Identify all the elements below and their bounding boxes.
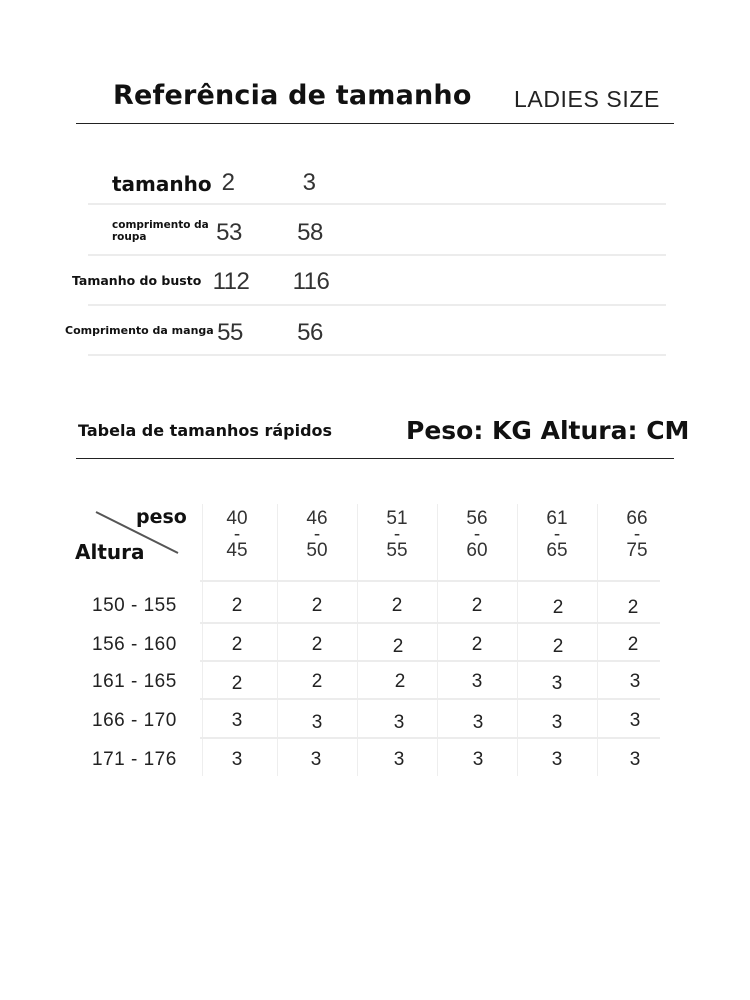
weight-range-dash: - [233, 524, 241, 545]
size-cell: 3 [311, 712, 323, 733]
size-cell: 3 [231, 710, 243, 731]
size-cell: 2 [311, 671, 323, 692]
measurement-value: 112 [212, 268, 250, 295]
page-subtitle: LADIES SIZE [514, 86, 660, 112]
row-divider [88, 354, 666, 356]
size-cell: 3 [310, 749, 322, 770]
size-cell: 3 [629, 671, 641, 692]
weight-high: 75 [626, 540, 648, 561]
column-divider [517, 504, 518, 776]
header-divider [76, 123, 674, 124]
column-divider [357, 504, 358, 776]
size-cell: 2 [231, 595, 243, 616]
row-divider [200, 737, 660, 739]
page-title: Referência de tamanho [113, 80, 472, 111]
weight-range-dash: - [313, 524, 321, 545]
size-cell: 2 [394, 671, 406, 692]
size-cell: 2 [552, 636, 564, 657]
size-cell: 3 [472, 749, 484, 770]
measurement-label: comprimento da roupa [112, 219, 209, 243]
size-cell: 2 [231, 634, 243, 655]
size-cell: 3 [472, 712, 484, 733]
row-divider [88, 304, 666, 306]
weight-low: 61 [546, 508, 568, 529]
weight-range-dash: - [633, 524, 641, 545]
weight-low: 66 [626, 508, 648, 529]
weight-high: 60 [466, 540, 488, 561]
column-divider [597, 504, 598, 776]
weight-high: 65 [546, 540, 568, 561]
weight-low: 46 [306, 508, 328, 529]
weight-high: 45 [226, 540, 248, 561]
height-range-label: 166 - 170 [92, 710, 177, 731]
size-cell: 3 [629, 749, 641, 770]
size-cell: 3 [393, 749, 405, 770]
row-divider [200, 580, 660, 582]
row-divider [200, 622, 660, 624]
row-divider [200, 698, 660, 700]
size-cell: 3 [629, 710, 641, 731]
row-divider [200, 660, 660, 662]
weight-high: 55 [386, 540, 408, 561]
measurement-value: 56 [297, 319, 323, 346]
weight-column-header [287, 508, 347, 562]
size-cell: 2 [627, 597, 639, 618]
measurement-label: Tamanho do busto [72, 273, 202, 288]
weight-range-dash: - [553, 524, 561, 545]
size-cell: 2 [311, 595, 323, 616]
size-cell: 3 [393, 712, 405, 733]
size-cell: 2 [391, 595, 403, 616]
measurement-value: 58 [297, 219, 323, 246]
weight-low: 51 [386, 508, 408, 529]
size-cell: 3 [551, 673, 563, 694]
size-cell: 2 [552, 597, 564, 618]
size-cell: 3 [231, 749, 243, 770]
row-divider [88, 203, 666, 205]
weight-column-header [207, 508, 267, 562]
quick-table-divider [76, 458, 674, 459]
size-cell: 2 [471, 634, 483, 655]
height-range-label: 150 - 155 [92, 595, 177, 616]
height-range-label: 161 - 165 [92, 671, 177, 692]
size-cell: 2 [392, 636, 404, 657]
measurement-label: Comprimento da manga [65, 324, 214, 337]
size-cell: 2 [231, 673, 243, 694]
weight-range-dash: - [393, 524, 401, 545]
measurement-value: 53 [216, 219, 242, 246]
height-range-label: 156 - 160 [92, 634, 177, 655]
measurement-value: 55 [217, 319, 243, 346]
weight-low: 40 [226, 508, 248, 529]
size-cell: 2 [627, 634, 639, 655]
size-header-value: 3 [302, 169, 316, 196]
weight-range-dash: - [473, 524, 481, 545]
size-header-value: 2 [221, 169, 235, 196]
quick-table-units: Peso: KG Altura: CM [406, 416, 690, 445]
weight-column-header [447, 508, 507, 562]
size-cell: 3 [551, 749, 563, 770]
weight-high: 50 [306, 540, 328, 561]
size-cell: 3 [471, 671, 483, 692]
size-cell: 3 [551, 712, 563, 733]
weight-column-header [607, 508, 667, 562]
column-divider [277, 504, 278, 776]
size-cell: 2 [471, 595, 483, 616]
size-cell: 2 [311, 634, 323, 655]
weight-low: 56 [466, 508, 488, 529]
height-range-label: 171 - 176 [92, 749, 177, 770]
corner-weight-label: peso [136, 506, 187, 528]
corner-height-label: Altura [75, 540, 145, 564]
quick-table-title: Tabela de tamanhos rápidos [78, 421, 333, 440]
column-divider [437, 504, 438, 776]
column-divider [202, 504, 203, 776]
measurement-value: 116 [292, 268, 330, 295]
row-divider [88, 254, 666, 256]
weight-column-header [367, 508, 427, 562]
size-header-label: tamanho [112, 172, 212, 196]
weight-column-header [527, 508, 587, 562]
